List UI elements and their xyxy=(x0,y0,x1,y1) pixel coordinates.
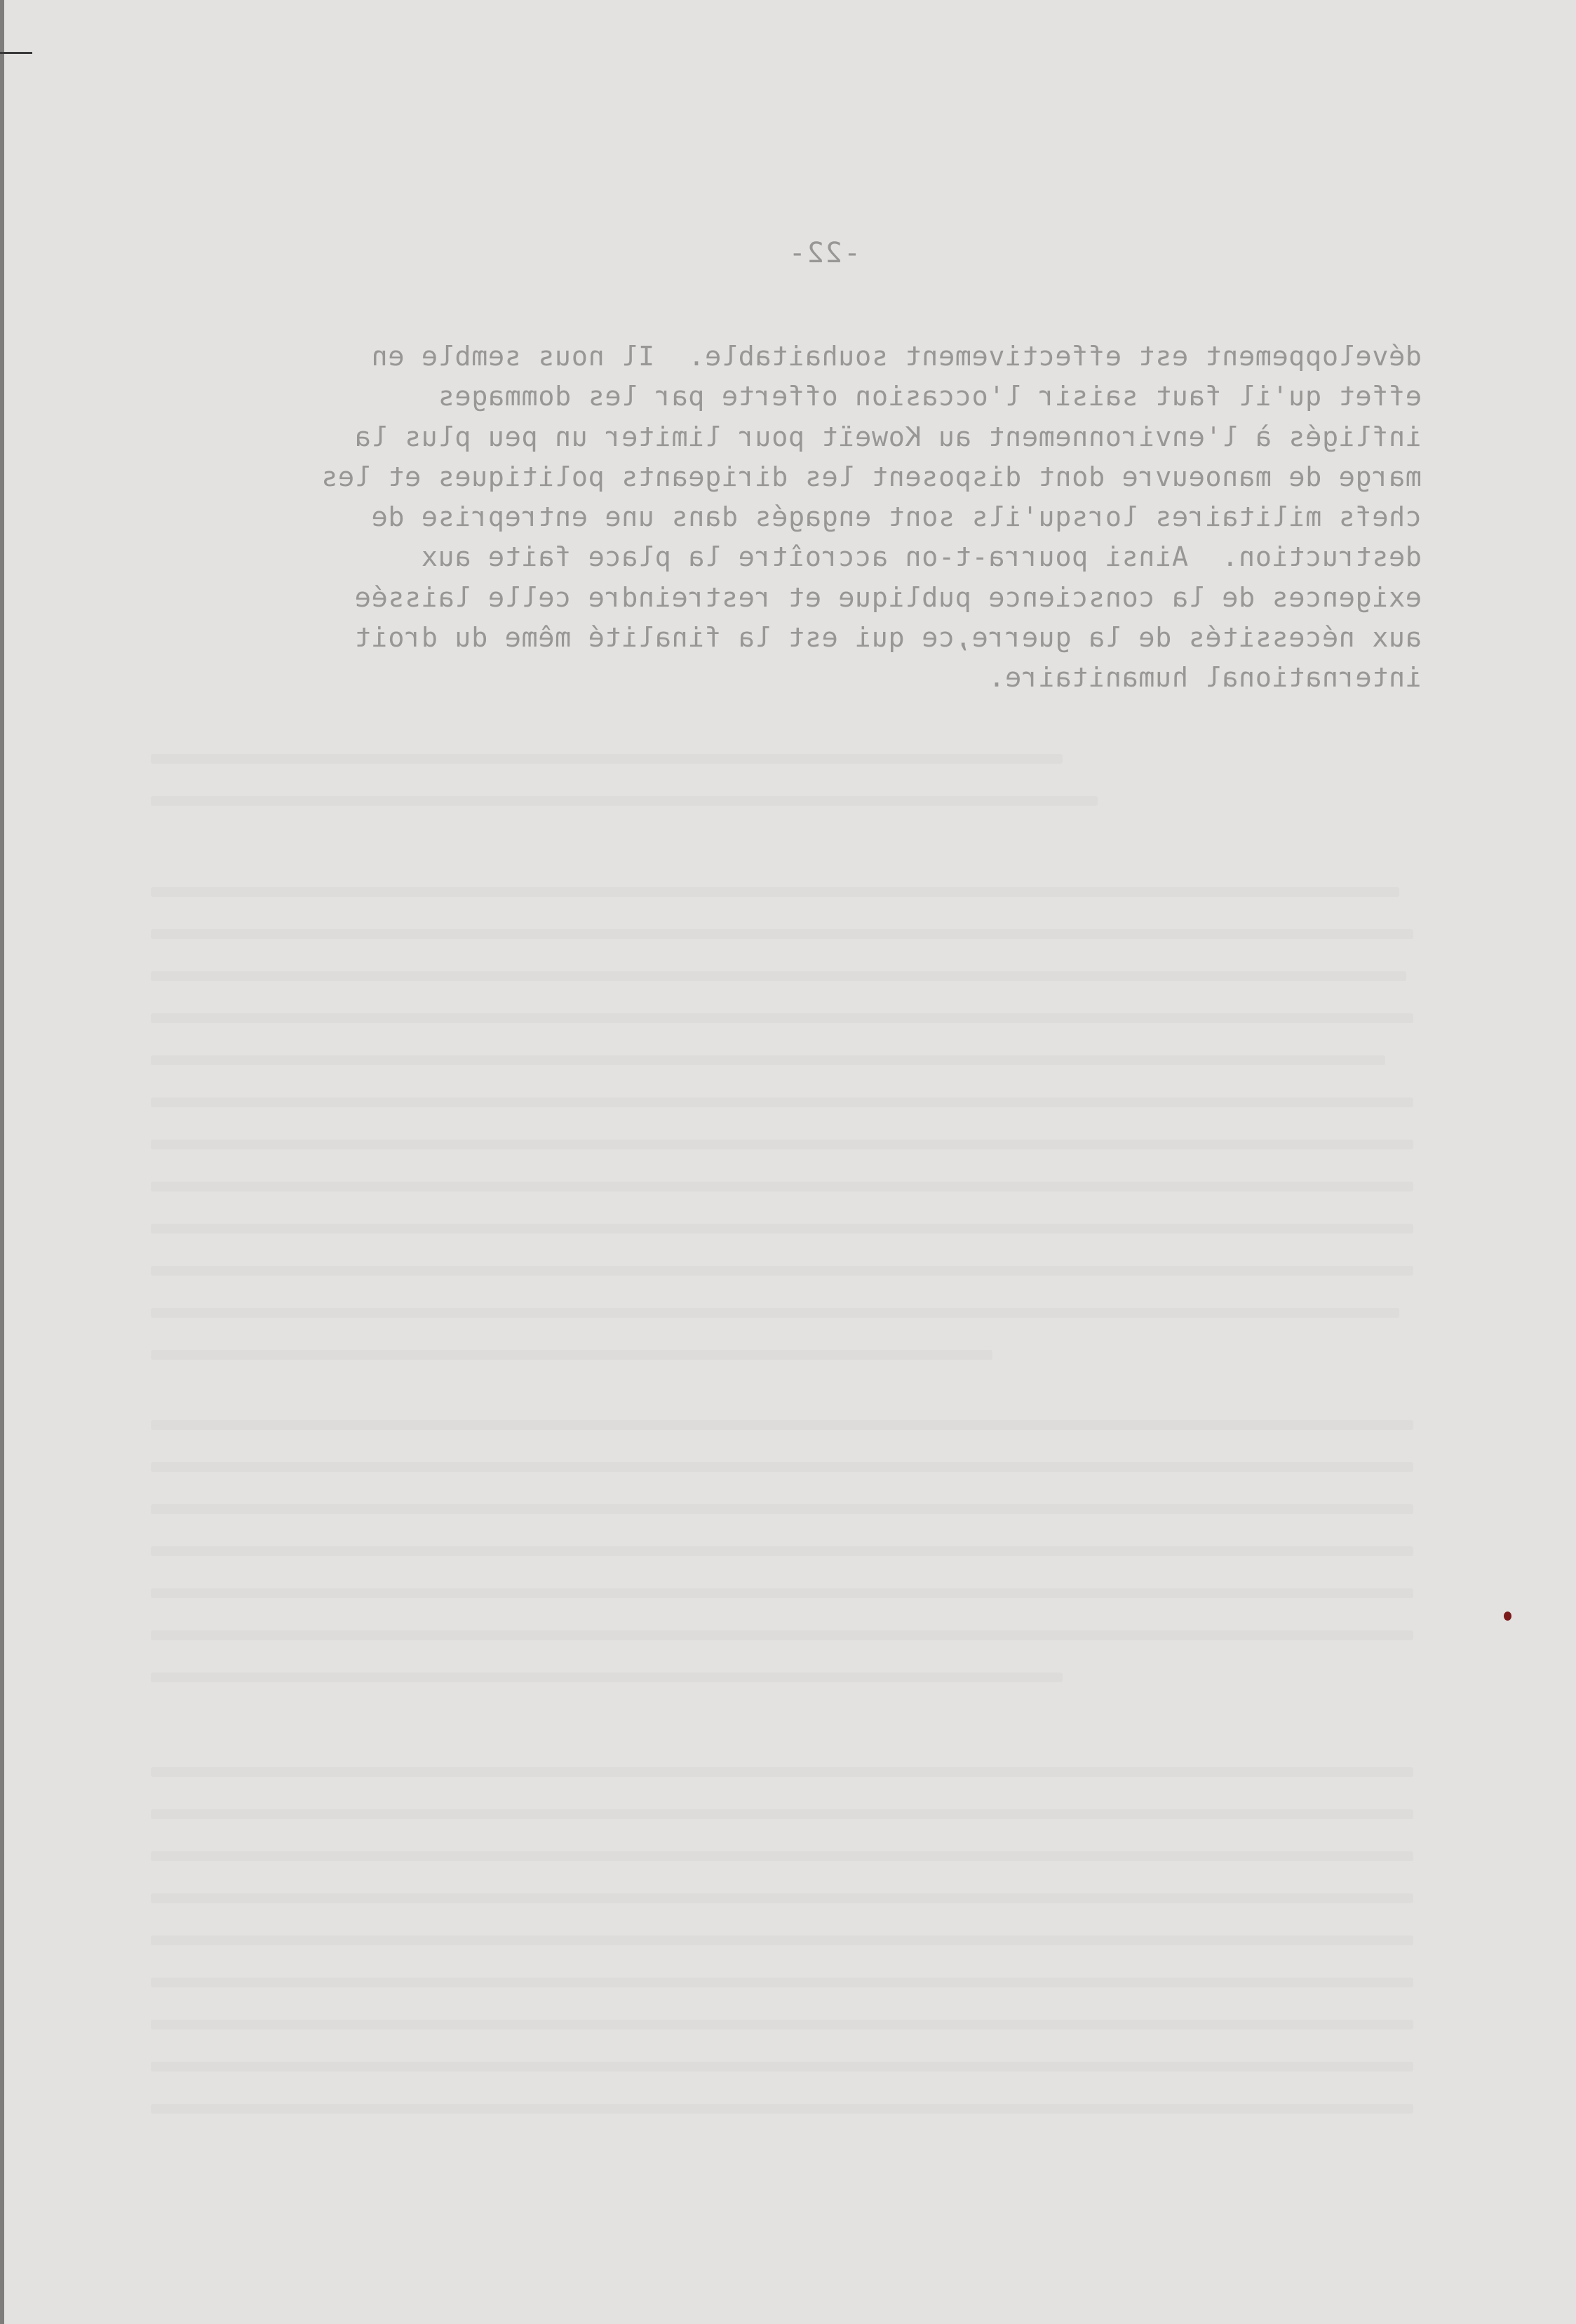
faint-ghost-line xyxy=(151,1767,1413,1777)
text-line: international humanitaire. xyxy=(988,662,1422,694)
text-line: effet qu'il faut saisir l'occasion offerte par les dommages xyxy=(438,381,1422,413)
page-number: -22- xyxy=(787,237,861,269)
text-line: exigences de la conscience publique et restreindre celle laissée xyxy=(354,581,1422,614)
faint-ghost-line xyxy=(151,1140,1413,1149)
faint-ghost-line xyxy=(151,1097,1413,1107)
faint-ghost-line xyxy=(151,2020,1413,2029)
faint-ghost-line xyxy=(151,1978,1413,1987)
faint-ghost-line xyxy=(151,1420,1413,1430)
faint-ghost-line xyxy=(151,2062,1413,2072)
faint-ghost-line xyxy=(151,1350,992,1360)
faint-ghost-line xyxy=(151,1462,1413,1472)
faint-ghost-line xyxy=(151,1809,1413,1819)
text-line: destruction. Ainsi pourra-t-on accroître la place faite aux xyxy=(421,541,1422,574)
faint-ghost-line xyxy=(151,1224,1413,1234)
text-line: chefs militaires lorsqu'ils sont engagés dans une entreprise de xyxy=(370,501,1422,534)
faint-ghost-line xyxy=(151,1013,1413,1023)
faint-ghost-line xyxy=(151,1055,1385,1065)
faint-ghost-line xyxy=(151,754,1063,764)
text-line: développement est effectivement souhaitable. Il nous semble en xyxy=(370,341,1422,372)
faint-ghost-line xyxy=(151,796,1098,806)
faint-ghost-line xyxy=(151,1893,1413,1903)
faint-ghost-line xyxy=(151,1935,1413,1945)
faint-ghost-line xyxy=(151,1308,1399,1318)
faint-ghost-line xyxy=(151,1630,1413,1640)
faint-ghost-line xyxy=(151,1182,1413,1191)
faint-ghost-line xyxy=(151,2104,1413,2114)
paragraph xyxy=(159,337,1422,698)
text-line: infligés à l'environnement au Koweït pour limiter un peu plus la xyxy=(354,421,1422,453)
faint-ghost-line xyxy=(151,1673,1063,1682)
text-line: marge de manoeuvre dont disposent les dirigeants politiques et les xyxy=(321,461,1422,493)
faint-ghost-line xyxy=(151,1546,1413,1556)
faint-ghost-line xyxy=(151,929,1413,939)
ink-spot xyxy=(1504,1612,1511,1621)
text-line: aux nécessités de la guerre,ce qui est la finalité même du droit xyxy=(354,622,1422,654)
faint-ghost-line xyxy=(151,1851,1413,1861)
faint-ghost-line xyxy=(151,971,1406,981)
faint-ghost-line xyxy=(151,1504,1413,1514)
faint-ghost-line xyxy=(151,1266,1413,1276)
faint-ghost-line xyxy=(151,887,1399,897)
faint-ghost-line xyxy=(151,1588,1413,1598)
